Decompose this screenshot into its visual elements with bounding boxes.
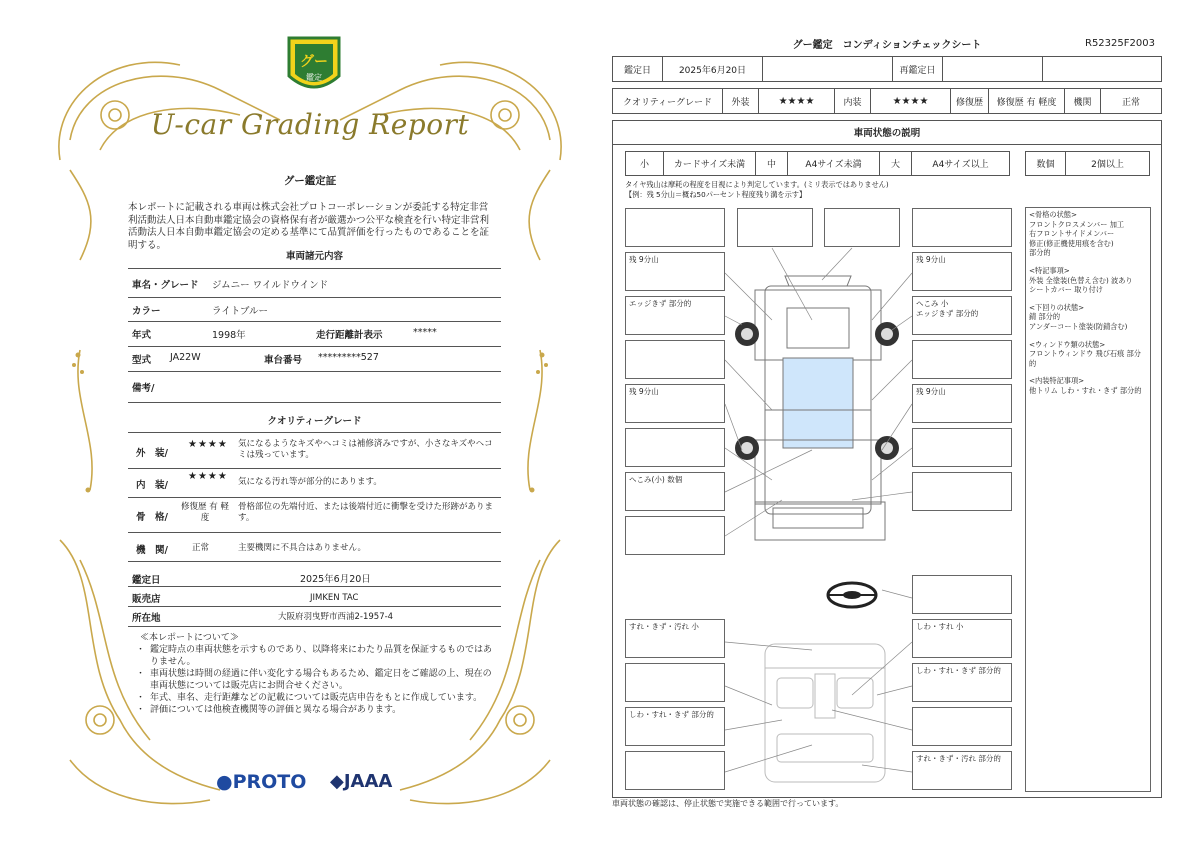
- tire-note: タイヤ残山は摩耗の程度を目視により判定しています。(ミリ表示ではありません): [625, 180, 889, 189]
- damage-box: 残 9分山: [625, 252, 725, 291]
- frame-label: 骨 格/: [136, 512, 168, 523]
- interior-box: すれ・きず・汚れ 部分的: [912, 751, 1012, 790]
- color-value: ライトブルー: [212, 306, 269, 317]
- exterior-text: 気になるようなキズやヘコミは補修済みですが、小さなキズやヘコミは残っています。: [238, 439, 493, 460]
- grade-row: [612, 88, 1162, 114]
- divider: [128, 371, 501, 372]
- certificate-statement: 本レポートに記載される車両は株式会社プロトコーポレーションが委託する特定非営利活動法人日本自動車鑑定協会の資格保有者が厳選かつ公平な検査を行い特定非営利活動法人日本自動車鑑定協会の定める基準にて品質評価を行ったものであることを証明する。: [128, 202, 490, 251]
- divider: [128, 497, 501, 498]
- condition-notes: [1025, 207, 1151, 792]
- divider: [128, 606, 501, 607]
- engine-label: 機 関/: [136, 545, 168, 556]
- color-label: カラー: [132, 306, 161, 317]
- damage-box: へこみ 小 エッジきず 部分的: [912, 296, 1012, 335]
- frame-notes: <骨格の状態> フロントクロスメンバー 加工 右フロントサイドメンバー 修正(修正機使用痕を含む) 部分的: [1029, 210, 1125, 258]
- model-label: 型式: [132, 355, 152, 366]
- shop-label: 販売店: [132, 594, 161, 605]
- frame-text: 骨格部位の先端付近、または後端付近に衝撃を受けた形跡があります。: [238, 502, 494, 523]
- divider: [128, 432, 501, 433]
- divider: [128, 626, 501, 627]
- interior-box: しわ・すれ 小: [912, 619, 1012, 658]
- address-value: 大阪府羽曳野市西浦2-1957-4: [278, 612, 394, 622]
- jaaa-logo: ◆JAAA: [330, 771, 393, 792]
- divider: [128, 561, 501, 562]
- tire-example: 【例：残 5分山＝概ね50パーセント程度残り溝を示す】: [625, 190, 807, 199]
- underbody-notes: <下回りの状態> 錆 部分的 アンダーコート塗装(防錆含む): [1029, 302, 1128, 331]
- interior-stars: ★★★★: [871, 89, 951, 113]
- jaaa-mark-icon: ◆: [330, 771, 344, 792]
- size-large-label: 大: [880, 152, 912, 175]
- repair-history-value: 修復歴 有 軽度: [989, 89, 1065, 113]
- quality-grade-label: クオリティーグレード: [613, 89, 723, 113]
- count-desc: 2個以上: [1091, 160, 1124, 170]
- inspection-date-label: 鑑定日: [613, 57, 663, 81]
- chassis-label: 車台番号: [264, 355, 303, 366]
- recheck-date-value: [943, 57, 1043, 81]
- year-value: 1998年: [212, 330, 246, 341]
- interior-text: 気になる汚れ等が部分的にあります。: [238, 477, 382, 487]
- engine-value: 正常: [192, 543, 210, 553]
- size-large-desc: A4サイズ以上: [932, 160, 989, 170]
- exterior-label: 外 装/: [136, 448, 168, 459]
- damage-box: 残 9分山: [912, 384, 1012, 423]
- svg-text:グー: グー: [300, 54, 328, 70]
- window-notes: <ウィンドウ類の状態> フロントウィンドウ 飛び石痕 部分的: [1029, 339, 1141, 368]
- size-mid-desc: A4サイズ未満: [788, 152, 880, 175]
- interior-label: 内装: [835, 89, 871, 113]
- inspection-date-label: 鑑定日: [132, 575, 161, 586]
- interior-stars: ★★★★: [188, 471, 228, 482]
- engine-value: 正常: [1121, 97, 1140, 108]
- notice-item: ・ 評価については他検査機関等の評価と異なる場合があります。: [140, 704, 500, 716]
- engine-label: 機関: [1065, 89, 1101, 113]
- report-script-title: U-car Grading Report: [150, 108, 470, 141]
- vehicle-state-title: 車両状態の説明: [612, 120, 1162, 145]
- grade-section-title: クオリティーグレード: [267, 416, 362, 427]
- car-name-label: 車名・グレード: [132, 280, 199, 291]
- date-row: [612, 56, 1162, 82]
- sheet-title: グー鑑定 コンディションチェックシート: [792, 40, 982, 51]
- damage-box: へこみ(小) 数個: [625, 472, 725, 511]
- damage-box: 残 9分山: [625, 384, 725, 423]
- chassis-value: *********527: [318, 352, 379, 363]
- mileage-label: 走行距離計表示: [316, 330, 383, 341]
- blank-cell: [763, 57, 893, 81]
- divider: [128, 402, 501, 403]
- divider: [128, 346, 501, 347]
- damage-box: エッジきず 部分的: [625, 296, 725, 335]
- grading-certificate: [40, 20, 580, 830]
- divider: [128, 321, 501, 322]
- divider: [128, 586, 501, 587]
- exterior-stars: ★★★★: [759, 89, 835, 113]
- remarks-label: 備考/: [132, 383, 155, 394]
- year-label: 年式: [132, 330, 152, 341]
- notice-title: ≪本レポートについて≫: [140, 633, 239, 643]
- divider: [128, 268, 501, 269]
- proto-logo: ●PROTO: [216, 771, 307, 793]
- sheet-code: R52325F2003: [1085, 38, 1155, 49]
- svg-text:鑑定: 鑑定: [306, 73, 322, 82]
- interior-box: しわ・すれ・きず 部分的: [912, 663, 1012, 702]
- proto-mark-icon: ●: [216, 771, 233, 793]
- spec-section-title: 車両諸元内容: [285, 251, 343, 262]
- inspection-date-value: 2025年6月20日: [300, 574, 371, 585]
- exterior-stars: ★★★★: [188, 439, 228, 450]
- size-legend: [625, 151, 1010, 176]
- repair-history-label: 修復歴: [951, 89, 989, 113]
- special-notes: <特記事項> 外装 全塗装(色替え含む) 波あり シートカバー 取り付け: [1029, 265, 1133, 295]
- count-legend: [1025, 151, 1150, 176]
- sheet-footer: 車両状態の確認は、停止状態で実施できる範囲で行っています。: [612, 799, 844, 808]
- mileage-value: *****: [413, 327, 437, 338]
- goo-kantei-badge-icon: [285, 32, 343, 102]
- engine-text: 主要機関に不具合はありません。: [238, 543, 367, 553]
- damage-box: 残 9分山: [912, 252, 1012, 291]
- notice-item: ・ 鑑定時点の車両状態を示すものであり、以降将来にわたり品質を保証するものではありません。: [140, 644, 500, 668]
- frame-value: 修復歴 有 軽度: [181, 502, 229, 523]
- model-value: JA22W: [170, 352, 201, 363]
- notice-item: ・ 車両状態は時間の経過に伴い変化する場合もあるため、鑑定日をご確認の上、現在の車両状態については販売店にお問合せください。: [140, 668, 500, 692]
- address-label: 所在地: [132, 613, 161, 624]
- notice-item: ・ 年式、車名、走行距離などの記載については販売店申告をもとに作成しています。: [140, 692, 500, 704]
- interior-notes: <内装特記事項> 他トリム しわ・すれ・きず 部分的: [1029, 376, 1142, 395]
- certificate-subtitle: グー鑑定証: [283, 175, 337, 187]
- exterior-label: 外装: [723, 89, 759, 113]
- recheck-date-label: 再鑑定日: [893, 57, 943, 81]
- interior-label: 内 装/: [136, 480, 168, 491]
- divider: [128, 532, 501, 533]
- car-name-value: ジムニー ワイルドウインド: [212, 280, 329, 291]
- divider: [128, 468, 501, 469]
- inspection-date-value: 2025年6月20日: [663, 57, 763, 81]
- size-mid-label: 中: [756, 152, 788, 175]
- report-notice: [140, 632, 500, 716]
- interior-box: すれ・きず・汚れ 小: [625, 619, 725, 658]
- interior-box: しわ・すれ・きず 部分的: [625, 707, 725, 746]
- count-label: 数個: [1026, 152, 1066, 175]
- divider: [128, 297, 501, 298]
- size-small-desc: カードサイズ未満: [664, 152, 756, 175]
- shop-value: JIMKEN TAC: [310, 593, 359, 603]
- size-small-label: 小: [626, 152, 664, 175]
